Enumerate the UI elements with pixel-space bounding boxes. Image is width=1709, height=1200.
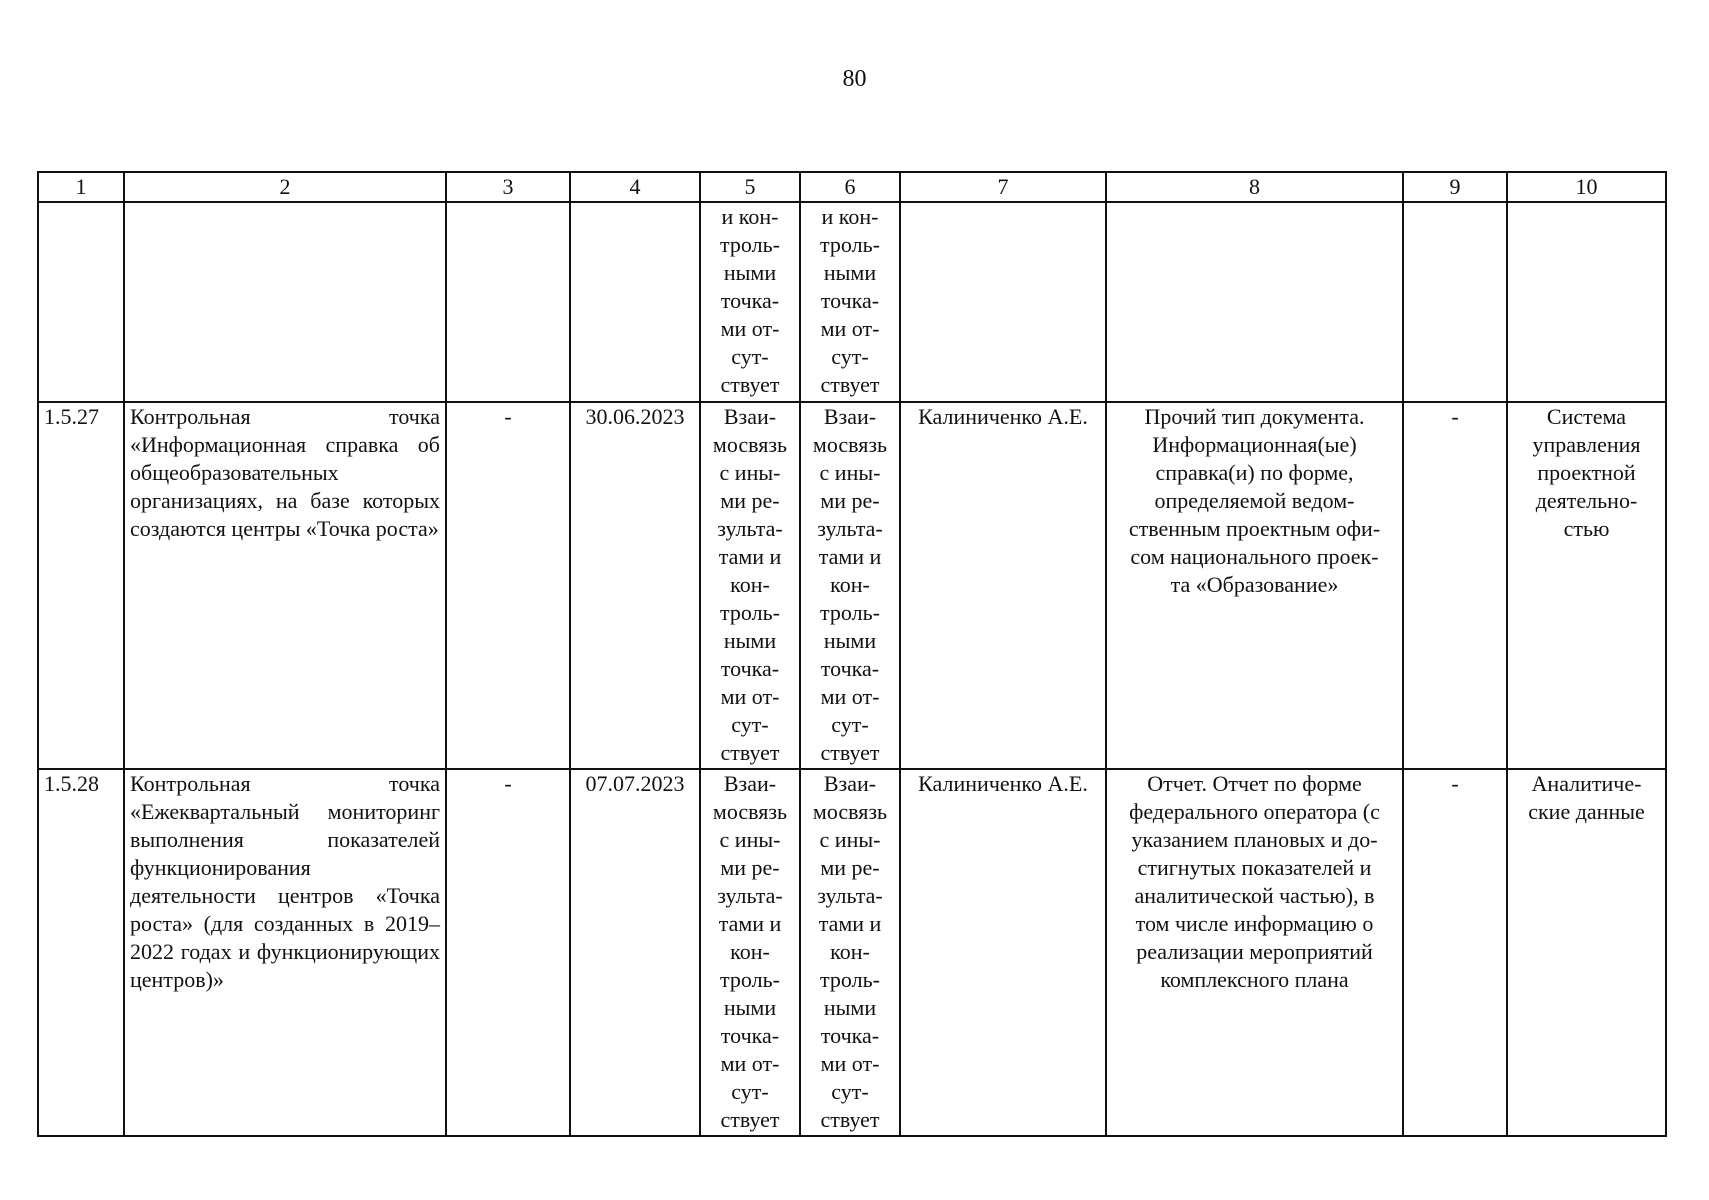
cell-relation: и кон- троль- ными точка- ми от- сут- ствует [700, 202, 800, 402]
cell-system: Система управления проектной деятельно- стью [1507, 402, 1666, 769]
cell-empty [124, 202, 446, 402]
header-col-2: 2 [124, 172, 446, 202]
cell-empty [38, 202, 124, 402]
cell-responsible: Калиниченко А.Е. [900, 769, 1106, 1136]
table-row-continuation [38, 202, 1666, 402]
header-col-9: 9 [1403, 172, 1507, 202]
cell-system: Аналитиче- ские данные [1507, 769, 1666, 1136]
cell-empty [900, 202, 1106, 402]
header-col-8: 8 [1106, 172, 1403, 202]
header-col-7: 7 [900, 172, 1106, 202]
cell-relation: Взаи- мосвязь с ины- ми ре- зульта- тами и кон- троль- ными точка- ми от- сут- ствует [700, 402, 800, 769]
plan-table [37, 171, 1667, 1137]
cell-empty [446, 202, 570, 402]
cell-empty [570, 202, 700, 402]
cell-name: Контрольная точка «Ежеквартальный мониторинг выполнения показателей функционирования деятельности центров «Точка роста» (для созданных в 2019–2022 годах и функционирующих центров)» [124, 769, 446, 1136]
cell-col3: - [446, 402, 570, 769]
header-col-4: 4 [570, 172, 700, 202]
cell-number: 1.5.28 [38, 769, 124, 1136]
header-col-5: 5 [700, 172, 800, 202]
cell-date: 07.07.2023 [570, 769, 700, 1136]
page-number: 80 [842, 66, 867, 92]
table-row [38, 769, 1666, 1136]
header-col-3: 3 [446, 172, 570, 202]
cell-col3: - [446, 769, 570, 1136]
header-col-6: 6 [800, 172, 900, 202]
header-row [38, 172, 1666, 202]
table-row [38, 402, 1666, 769]
cell-relation: Взаи- мосвязь с ины- ми ре- зульта- тами и кон- троль- ными точка- ми от- сут- ствует [800, 769, 900, 1136]
cell-relation: и кон- троль- ными точка- ми от- сут- ствует [800, 202, 900, 402]
header-col-10: 10 [1507, 172, 1666, 202]
cell-document-type: Отчет. Отчет по форме федерального оператора (с указанием плановых и до- стигнутых показателей и аналитической частью), в том числе информацию о реализации мероприятий комплексного плана [1106, 769, 1403, 1136]
header-col-1: 1 [38, 172, 124, 202]
cell-empty [1106, 202, 1403, 402]
cell-responsible: Калиниченко А.Е. [900, 402, 1106, 769]
cell-relation: Взаи- мосвязь с ины- ми ре- зульта- тами и кон- троль- ными точка- ми от- сут- ствует [800, 402, 900, 769]
cell-document-type: Прочий тип документа. Информационная(ые) справка(и) по форме, определяемой ведом- ственным проектным офи- сом национального проек- та «Образование» [1106, 402, 1403, 769]
cell-name: Контрольная точка «Информационная справка об общеобразовательных организациях, на базе которых создаются центры «Точка роста» [124, 402, 446, 769]
cell-number: 1.5.27 [38, 402, 124, 769]
cell-empty [1507, 202, 1666, 402]
cell-relation: Взаи- мосвязь с ины- ми ре- зульта- тами и кон- троль- ными точка- ми от- сут- ствует [700, 769, 800, 1136]
cell-col9: - [1403, 769, 1507, 1136]
cell-date: 30.06.2023 [570, 402, 700, 769]
cell-empty [1403, 202, 1507, 402]
cell-col9: - [1403, 402, 1507, 769]
